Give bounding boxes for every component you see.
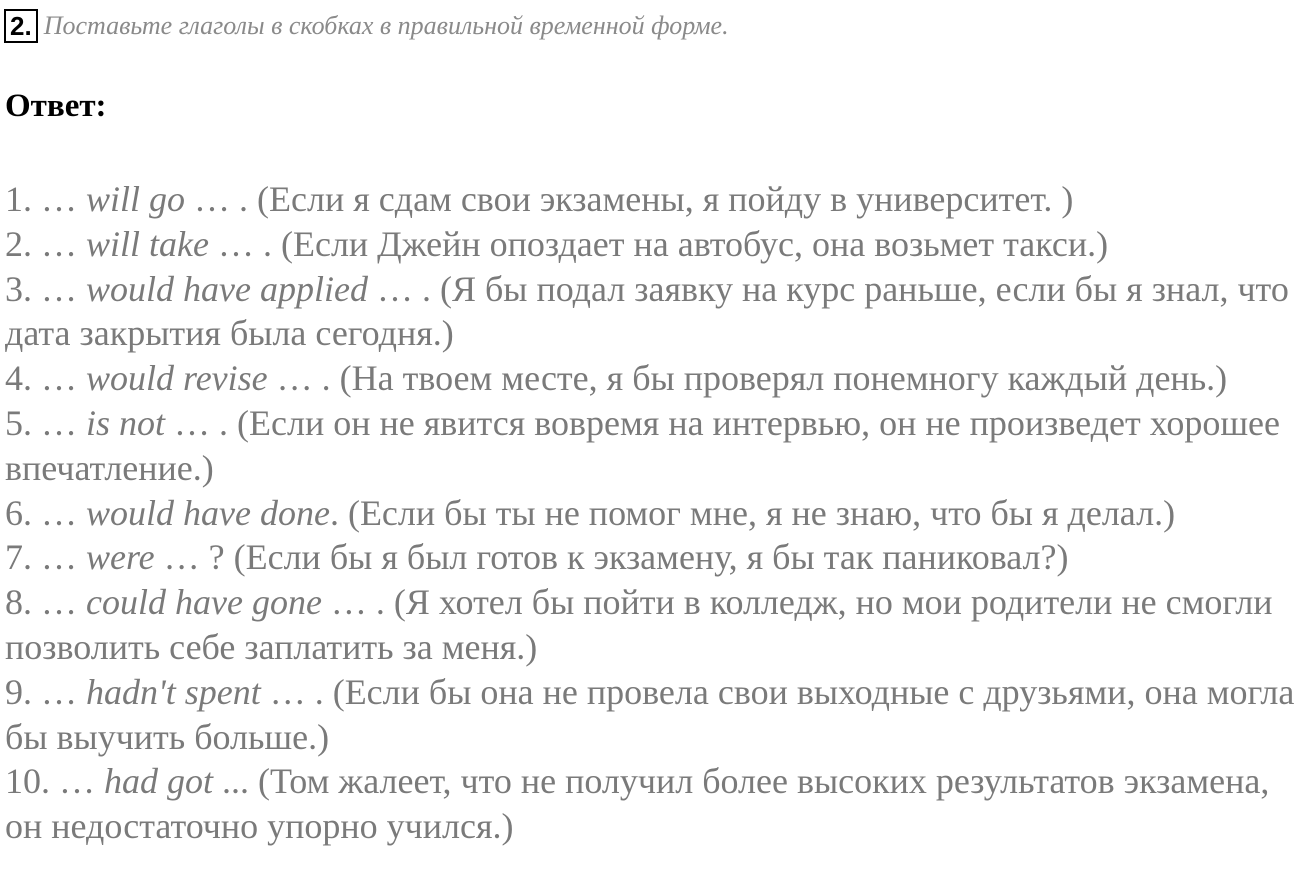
answer-item-6	[5, 491, 1299, 536]
answer-translation: … . (Если бы она не провела свои выходные с друзьями, она могла бы выучить больше.)	[5, 671, 1295, 757]
answer-verb: would have done	[86, 492, 330, 533]
answer-translation: … . (Я хотел бы пойти в колледж, но мои родители не смогли позволить себе заплатить за меня.)	[5, 582, 1273, 667]
task-header	[4, 9, 729, 43]
answer-item-10	[5, 759, 1299, 849]
answer-list	[5, 177, 1299, 849]
answer-item-8	[5, 580, 1299, 670]
answer-translation: … . (Если Джейн опоздает на автобус, она возьмет такси.)	[208, 223, 1109, 264]
answer-number: 3. …	[5, 268, 86, 309]
answer-number: 9. …	[5, 671, 86, 712]
answer-number: 10. …	[5, 761, 104, 802]
answer-verb: will go	[86, 179, 186, 219]
answer-verb: hadn't spent	[86, 671, 261, 712]
answer-number: 6. …	[5, 492, 86, 533]
answer-translation: … ? (Если бы я был готов к экзамену, я бы так паниковал?)	[154, 537, 1069, 578]
answer-verb: were	[86, 537, 155, 578]
answer-verb: would revise	[86, 358, 268, 399]
answer-number: 8. …	[5, 582, 86, 623]
answer-item-7	[5, 535, 1299, 580]
answer-number: 5. …	[5, 402, 86, 443]
answer-heading: Ответ:	[5, 88, 107, 124]
answer-translation: … . (Если я сдам свои экзамены, я пойду в университет. )	[185, 179, 1074, 219]
answer-number: 1. …	[5, 179, 86, 219]
task-number: 2.	[4, 9, 38, 43]
answer-number: 2. …	[5, 223, 86, 264]
answer-item-3	[5, 267, 1299, 357]
answer-number: 7. …	[5, 537, 86, 578]
answer-translation: … . (Я бы подал заявку на курс раньше, если бы я знал, что дата закрытия была сегодня.)	[5, 268, 1289, 354]
answer-number: 4. …	[5, 358, 86, 399]
answer-translation: ... (Том жалеет, что не получил более высоких результатов экзамена, он недостаточно упорно учился.)	[5, 761, 1270, 847]
answer-verb: will take	[86, 223, 209, 264]
answer-verb: is not	[86, 402, 166, 443]
answer-verb: had got	[104, 761, 214, 802]
answer-item-2	[5, 222, 1299, 267]
answer-item-1	[5, 177, 1299, 222]
answer-item-9	[5, 670, 1299, 760]
answer-translation: … . (На твоем месте, я бы проверял понемногу каждый день.)	[267, 358, 1228, 399]
answer-translation: . (Если бы ты не помог мне, я не знаю, что бы я делал.)	[329, 492, 1176, 533]
answer-translation: … . (Если он не явится вовремя на интервью, он не произведет хорошее впечатление.)	[5, 402, 1280, 488]
answer-verb: could have gone	[86, 582, 322, 623]
answer-item-5	[5, 401, 1299, 491]
answer-verb: would have applied	[86, 268, 368, 309]
task-instruction: Поставьте глаголы в скобках в правильной временной форме.	[43, 11, 729, 40]
answer-item-4	[5, 356, 1299, 401]
